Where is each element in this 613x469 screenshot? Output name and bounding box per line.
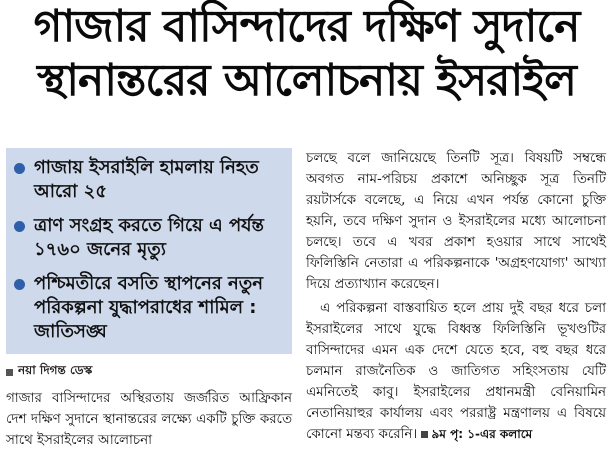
byline-text: নয়া দিগন্ত ডেস্ক — [18, 363, 93, 377]
body-paragraph-1: চলছে বলে জানিয়েছে তিনটি সূত্র। বিষয়টি সম্বন্ধে অবগত নাম-পরিচয় প্রকাশে অনিচ্ছুক সূত্র তিনটি রয়টার্সকে বলেছে, এ নিয়ে এখন পর্যন্ত কোনো চুক্তি হয়নি, তবে দক্ষিণ সুদান ও ইসরাইলের মধ্যে আলোচনা চলছে। তবে এ খবর প্রকাশ হওয়ার সাথে সাথেই ফিলিস্তিনি নেতারা এ পরিকল্পনাকে 'অগ্রহণযোগ্য' আখ্যা দিয়ে প্রত্যাখ্যান করেছেন। — [306, 151, 606, 292]
continued-text: ৯ম পৃ: ১-এর কলামে — [431, 427, 533, 441]
byline — [6, 362, 292, 382]
body-paragraph-2-text: এ পরিকল্পনা বাস্তবায়িত হলে প্রায় দুই বছর ধরে চলা ইসরাইলের সাথে যুদ্ধে বিধ্বস্ত ফিলিস্তিনি ভূখণ্ডটির বাসিন্দাদের এমন এক দেশে যেতে হবে, বহু বছর ধরে চলমান রাজনৈতিক ও জাতিগত সহিংসতায় যেটি এমনিতেই কাবু। ইসরাইলের প্রধানমন্ত্রী বেনিয়ামিন নেতানিয়াহুর কার্যালয় এবং পররাষ্ট্র মন্ত্রণালয় এ বিষয়ে কোনো মন্তব্য করেনি। — [306, 301, 606, 442]
body-paragraph-2 — [306, 298, 606, 445]
bullet-dot-icon — [14, 221, 25, 232]
highlight-text: গাজায় ইসরাইলি হামলায় নিহত আরো ২৫ — [34, 157, 259, 202]
highlight-item — [12, 272, 284, 344]
bullet-dot-icon — [14, 163, 25, 174]
headline — [0, 0, 613, 108]
highlight-text: পশ্চিমতীরে বসতি স্থাপনের নতুন পরিকল্পনা যুদ্ধাপরাধের শামিল : জাতিসঙ্ঘ — [34, 273, 264, 342]
headline-line-1: গাজার বাসিন্দাদের দক্ষিণ সুদানে — [33, 1, 580, 52]
left-column — [6, 148, 292, 451]
highlight-item — [12, 214, 284, 262]
square-bullet-icon — [6, 369, 13, 376]
square-bullet-icon — [421, 431, 428, 438]
continued-note — [421, 427, 532, 441]
bullet-dot-icon — [14, 279, 25, 290]
right-column — [306, 148, 606, 445]
headline-line-2: স্থানান্তরের আলোচনায় ইসরাইল — [37, 55, 576, 106]
highlight-text: ত্রাণ সংগ্রহ করতে গিয়ে এ পর্যন্ত ১৭৬০ জনের মৃত্যু — [34, 215, 264, 260]
highlights-box — [6, 148, 292, 354]
left-body-text: গাজার বাসিন্দাদের অস্থিরতায় জর্জরিত আফ্রিকান দেশ দক্ষিণ সুদানে স্থানান্তরের লক্ষ্যে একটি চুক্তি করতে সাথে ইসরাইলের আলোচনা — [6, 391, 292, 448]
highlight-item — [12, 156, 284, 204]
